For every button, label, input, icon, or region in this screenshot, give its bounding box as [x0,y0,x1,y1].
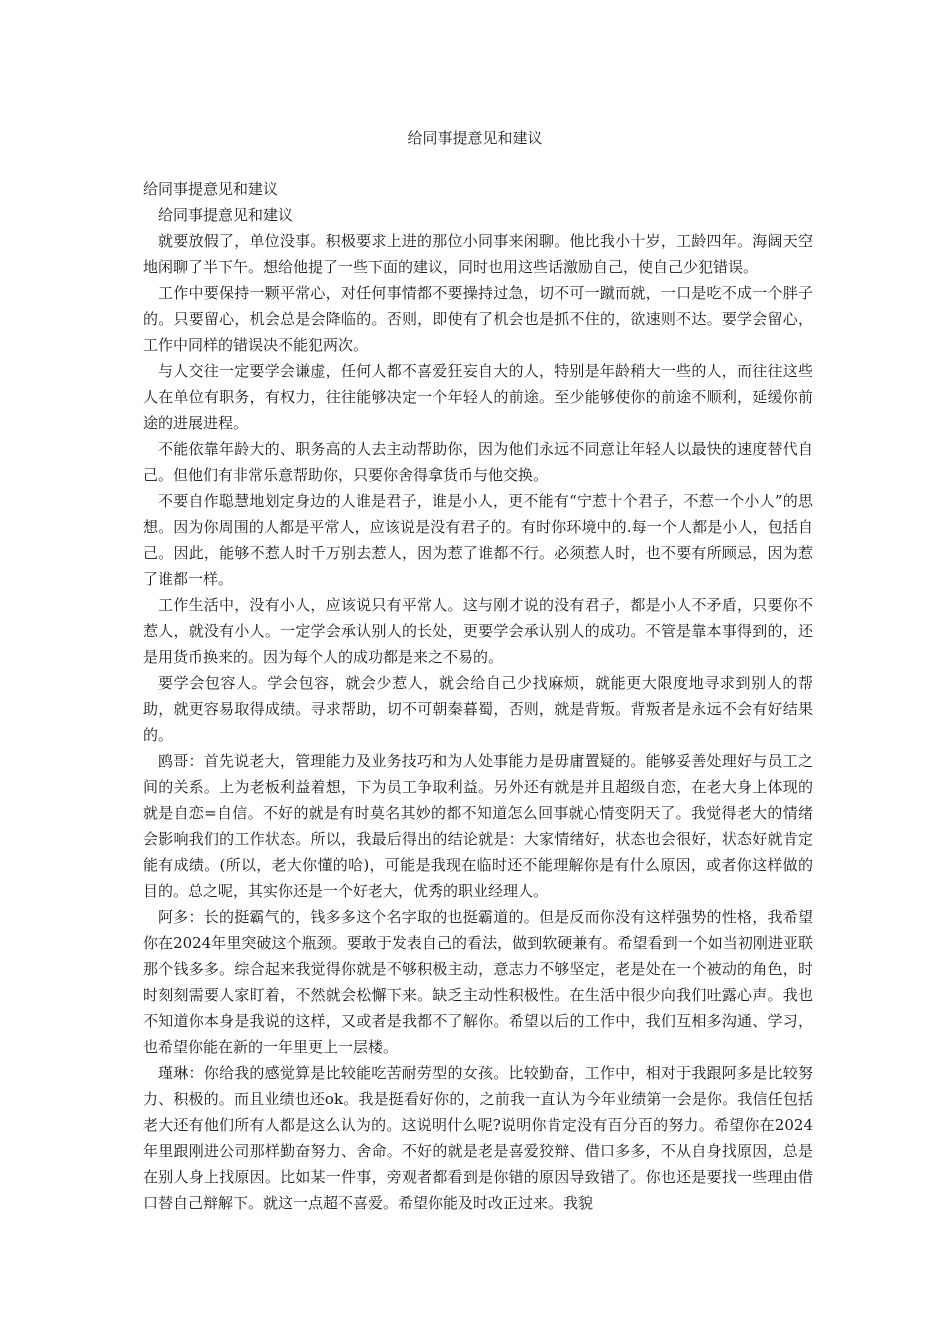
paragraph: 与人交往一定要学会谦虚，任何人都不喜爱狂妄自大的人，特别是年龄稍大一些的人，而往往这些人在单位有职务，有权力，往往能够决定一个年轻人的前途。至少能够使你的前途不顺利，延缓你前途的进展进程。 [143,362,813,432]
paragraph: 工作生活中，没有小人，应该说只有平常人。这与刚才说的没有君子，都是小人不矛盾，只要你不惹人，就没有小人。一定学会承认别人的长处，更要学会承认别人的成功。不管是靠本事得到的，还是用货币换来的。因为每个人的成功都是来之不易的。 [143,596,813,666]
document-subheading: 给同事提意见和建议 [158,206,294,224]
paragraph: 就要放假了，单位没事。积极要求上进的那位小同事来闲聊。他比我小十岁，工龄四年。海阔天空地闲聊了半下午。想给他提了一些下面的建议，同时也用这些话激励自己，使自己少犯错误。 [143,232,813,276]
paragraph: 要学会包容人。学会包容，就会少惹人，就会给自己少找麻烦，就能更大限度地寻求到别人的帮助，就更容易取得成绩。寻求帮助，切不可朝秦暮蜀，否则，就是背叛。背叛者是永远不会有好结果的。 [143,674,813,744]
paragraph: 不能依靠年龄大的、职务高的人去主动帮助你，因为他们永远不同意让年轻人以最快的速度替代自己。但他们有非常乐意帮助你，只要你舍得拿货币与他交换。 [143,440,813,484]
paragraph: 鸥哥：首先说老大，管理能力及业务技巧和为人处事能力是毋庸置疑的。能够妥善处理好与员工之间的关系。上为老板利益着想，下为员工争取利益。另外还有就是并且超级自恋，在老大身上体现的就是自恋=自信。不好的就是有时莫名其妙的都不知道怎么回事就心情变阴天了。我觉得老大的情绪会影响我们的工作状态。所以，我最后得出的结论就是：大家情绪好，状态也会很好，状态好就肯定能有成绩。(所以，老大你懂的哈)，可能是我现在临时还不能理解你是有什么原因，或者你这样做的目的。总之呢，其实你还是一个好老大，优秀的职业经理人。 [143,752,813,900]
paragraph: 工作中要保持一颗平常心，对任何事情都不要操持过急，切不可一蹴而就，一口是吃不成一个胖子的。只要留心，机会总是会降临的。否则，即使有了机会也是抓不住的，欲速则不达。要学会留心，工作中同样的错误决不能犯两次。 [143,284,813,354]
paragraph: 阿多：长的挺霸气的，钱多多这个名字取的也挺霸道的。但是反而你没有这样强势的性格，我希望你在2024年里突破这个瓶颈。要敢于发表自己的看法，做到软硬兼有。希望看到一个如当初刚进亚联那个钱多多。综合起来我觉得你就是不够积极主动，意志力不够坚定，老是处在一个被动的角色，时时刻刻需要人家盯着，不然就会松懈下来。缺乏主动性积极性。在生活中很少向我们吐露心声。我也不知道你本身是我说的这样，又或者是我都不了解你。希望以后的工作中，我们互相多沟通、学习，也希望你能在新的一年里更上一层楼。 [143,908,813,1056]
paragraph: 不要自作聪慧地划定身边的人谁是君子，谁是小人，更不能有“宁惹十个君子，不惹一个小人”的思想。因为你周围的人都是平常人，应该说是没有君子的。有时你环境中的.每一个人都是小人，包括自己。因此，能够不惹人时千万别去惹人，因为惹了谁都不行。必须惹人时，也不要有所顾忌，因为惹了谁都一样。 [143,492,813,588]
paragraph: 瑾琳：你给我的感觉算是比较能吃苦耐劳型的女孩。比较勤奋，工作中，相对于我跟阿多是比较努力、积极的。而且业绩也还ok。我是挺看好你的，之前我一直认为今年业绩第一会是你。我信任包括老大还有他们所有人都是这么认为的。这说明什么呢?说明你肯定没有百分百的努力。希望你在2024年里跟刚进公司那样勤奋努力、舍命。不好的就是老是喜爱狡辩、借口多多，不从自身找原因，总是在别人身上找原因。比如某一件事，旁观者都看到是你错的原因导致错了。你也还是要找一些理由借口替自己辩解下。就这一点超不喜爱。希望你能及时改正过来。我貌 [143,1064,813,1212]
page-title: 给同事提意见和建议 [407,129,543,147]
document-body [143,176,813,1216]
document-heading: 给同事提意见和建议 [143,180,279,198]
